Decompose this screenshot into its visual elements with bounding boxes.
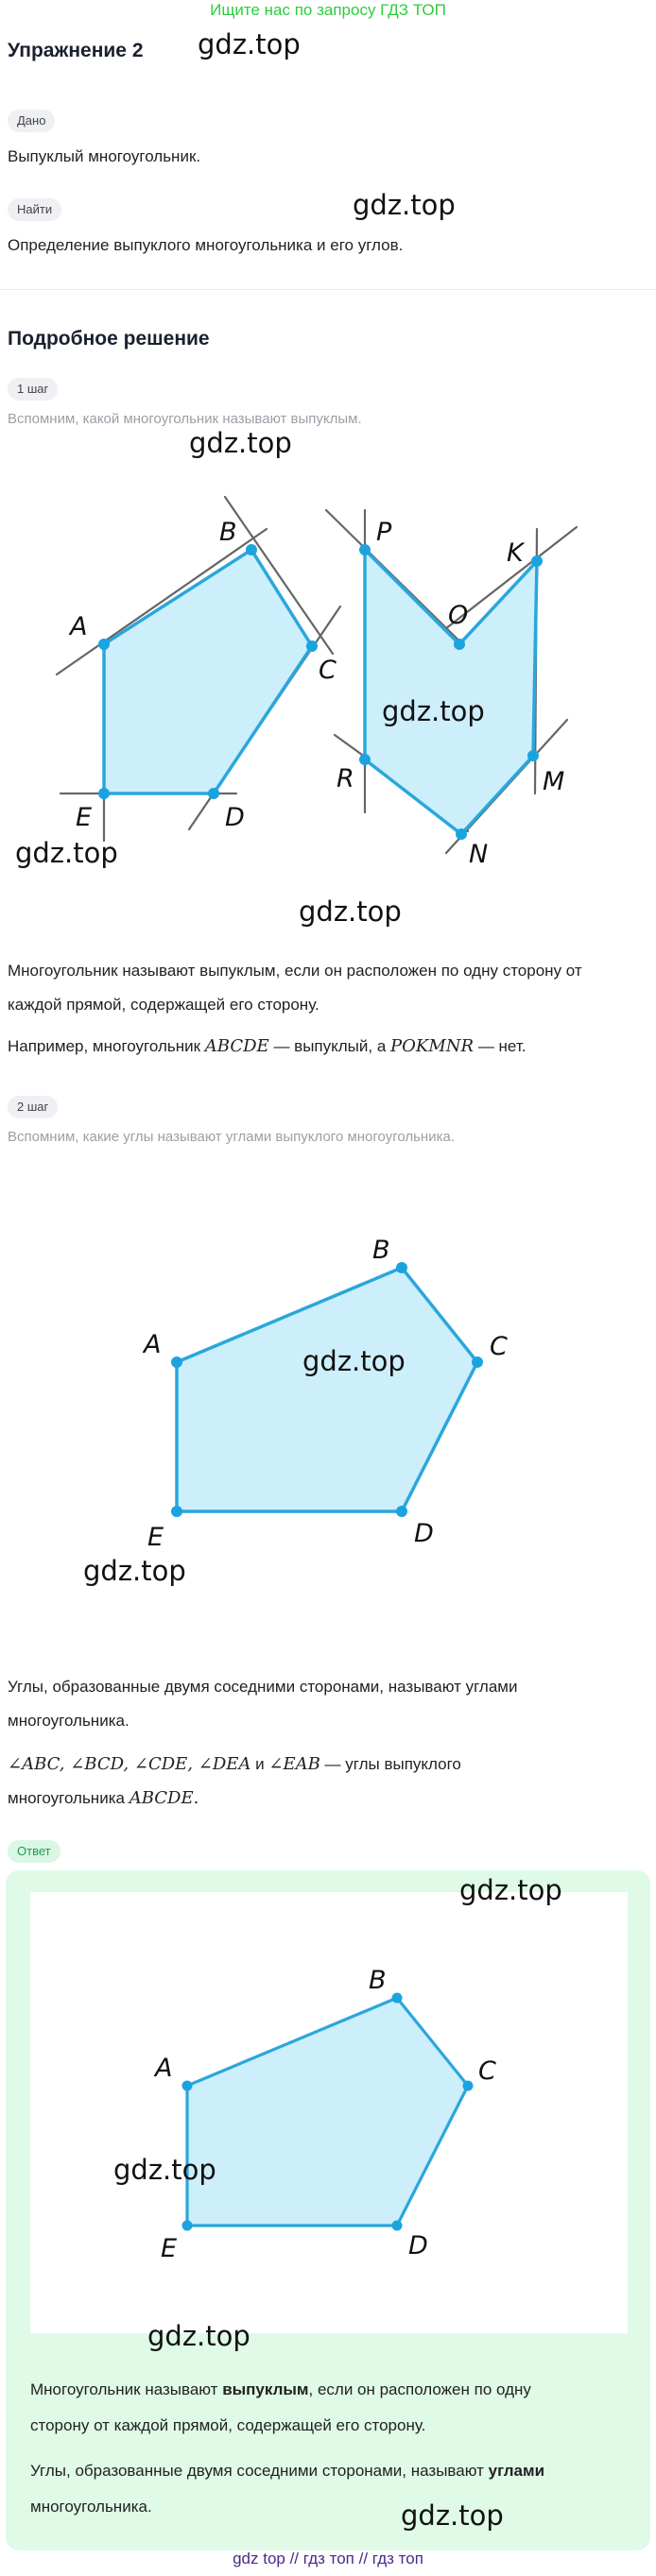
watermark: gdz.top <box>147 2320 250 2352</box>
convex-definition-line2: каждой прямой, содержащей его сторону. <box>8 996 319 1014</box>
answer-label: Ответ <box>8 1840 60 1863</box>
term-angles: углами <box>488 2462 545 2480</box>
given-label: Дано <box>8 110 55 132</box>
solution-title: Подробное решение <box>8 328 210 350</box>
angles-definition-line2: многоугольника. <box>8 1712 129 1730</box>
step2-label: 2 шаг <box>8 1096 58 1118</box>
search-banner: Ищите нас по запросу ГДЗ ТОП <box>210 1 446 19</box>
watermark: gdz.top <box>83 1555 186 1587</box>
vertex-label-a: A <box>70 612 88 641</box>
footer-links[interactable]: gdz top // гдз топ // гдз топ <box>233 2550 423 2567</box>
angles-math: ∠ABC, ∠BCD, ∠CDE, ∠DEA <box>8 1754 251 1774</box>
angles-list-line1: ∠ABC, ∠BCD, ∠CDE, ∠DEA и ∠EAB — углы выпуклого <box>8 1754 461 1774</box>
vertex-label-c: C <box>319 656 337 685</box>
figure-convex-pentagon <box>0 1219 656 1559</box>
vertex-label-k: K <box>507 538 524 568</box>
vertex-label-c: C <box>478 2056 496 2086</box>
vertex-label-b: B <box>219 518 237 547</box>
vertex-label-e: E <box>147 1523 164 1552</box>
angles-list-line2: многоугольника ABCDE. <box>8 1788 199 1808</box>
polygon-abcde: ABCDE <box>204 1036 269 1056</box>
find-label: Найти <box>8 198 61 221</box>
watermark: gdz.top <box>15 837 118 869</box>
term-convex: выпуклым <box>222 2380 309 2398</box>
watermark: gdz.top <box>299 896 402 928</box>
vertex-label-e: E <box>161 2234 178 2263</box>
vertex-label-b: B <box>372 1236 390 1265</box>
watermark: gdz.top <box>382 695 485 727</box>
vertex-label-p: P <box>376 518 392 547</box>
vertex-label-a: A <box>155 2054 173 2083</box>
vertex-label-n: N <box>469 840 489 869</box>
angles-definition-line1: Углы, образованные двумя соседними сторонами, называют углами <box>8 1678 518 1696</box>
watermark: gdz.top <box>353 189 456 221</box>
page-title: Упражнение 2 <box>8 40 144 61</box>
find-text: Определение выпуклого многоугольника и его углов. <box>8 236 404 254</box>
watermark: gdz.top <box>189 427 292 459</box>
watermark: gdz.top <box>401 2499 504 2532</box>
vertex-label-r: R <box>337 764 354 793</box>
answer-para2-line2: многоугольника. <box>30 2498 152 2516</box>
polygon-pokmnr: POKMNR <box>390 1036 475 1056</box>
answer-para2-line1: Углы, образованные двумя соседними сторонами, называют углами <box>30 2462 545 2480</box>
example-line: Например, многоугольник ABCDE — выпуклый, а POKMNR — нет. <box>8 1036 527 1056</box>
vertex-label-b: B <box>369 1966 387 1995</box>
watermark: gdz.top <box>113 2154 216 2186</box>
answer-figure-pentagon <box>30 1892 628 2333</box>
watermark: gdz.top <box>302 1345 406 1377</box>
vertex-label-d: D <box>408 2231 428 2260</box>
vertex-label-c: C <box>490 1332 508 1361</box>
convex-definition-line1: Многоугольник называют выпуклым, если он расположен по одну сторону от <box>8 962 582 980</box>
watermark: gdz.top <box>198 28 301 60</box>
watermark: gdz.top <box>459 1874 562 1906</box>
vertex-label-m: M <box>543 767 565 796</box>
vertex-label-o: O <box>448 601 469 630</box>
step1-label: 1 шаг <box>8 378 58 401</box>
divider <box>0 289 656 290</box>
answer-para1-line1: Многоугольник называют выпуклым, если он расположен по одну <box>30 2380 531 2398</box>
step2-hint: Вспомним, какие углы называют углами выпуклого многоугольника. <box>8 1129 455 1145</box>
step1-hint: Вспомним, какой многоугольник называют выпуклым. <box>8 411 362 427</box>
answer-para1-line2: сторону от каждой прямой, содержащей его сторону. <box>30 2416 426 2434</box>
vertex-label-e: E <box>76 803 93 832</box>
vertex-label-d: D <box>414 1519 434 1548</box>
vertex-label-d: D <box>225 803 245 832</box>
vertex-label-a: A <box>144 1330 162 1359</box>
given-text: Выпуклый многоугольник. <box>8 147 201 165</box>
